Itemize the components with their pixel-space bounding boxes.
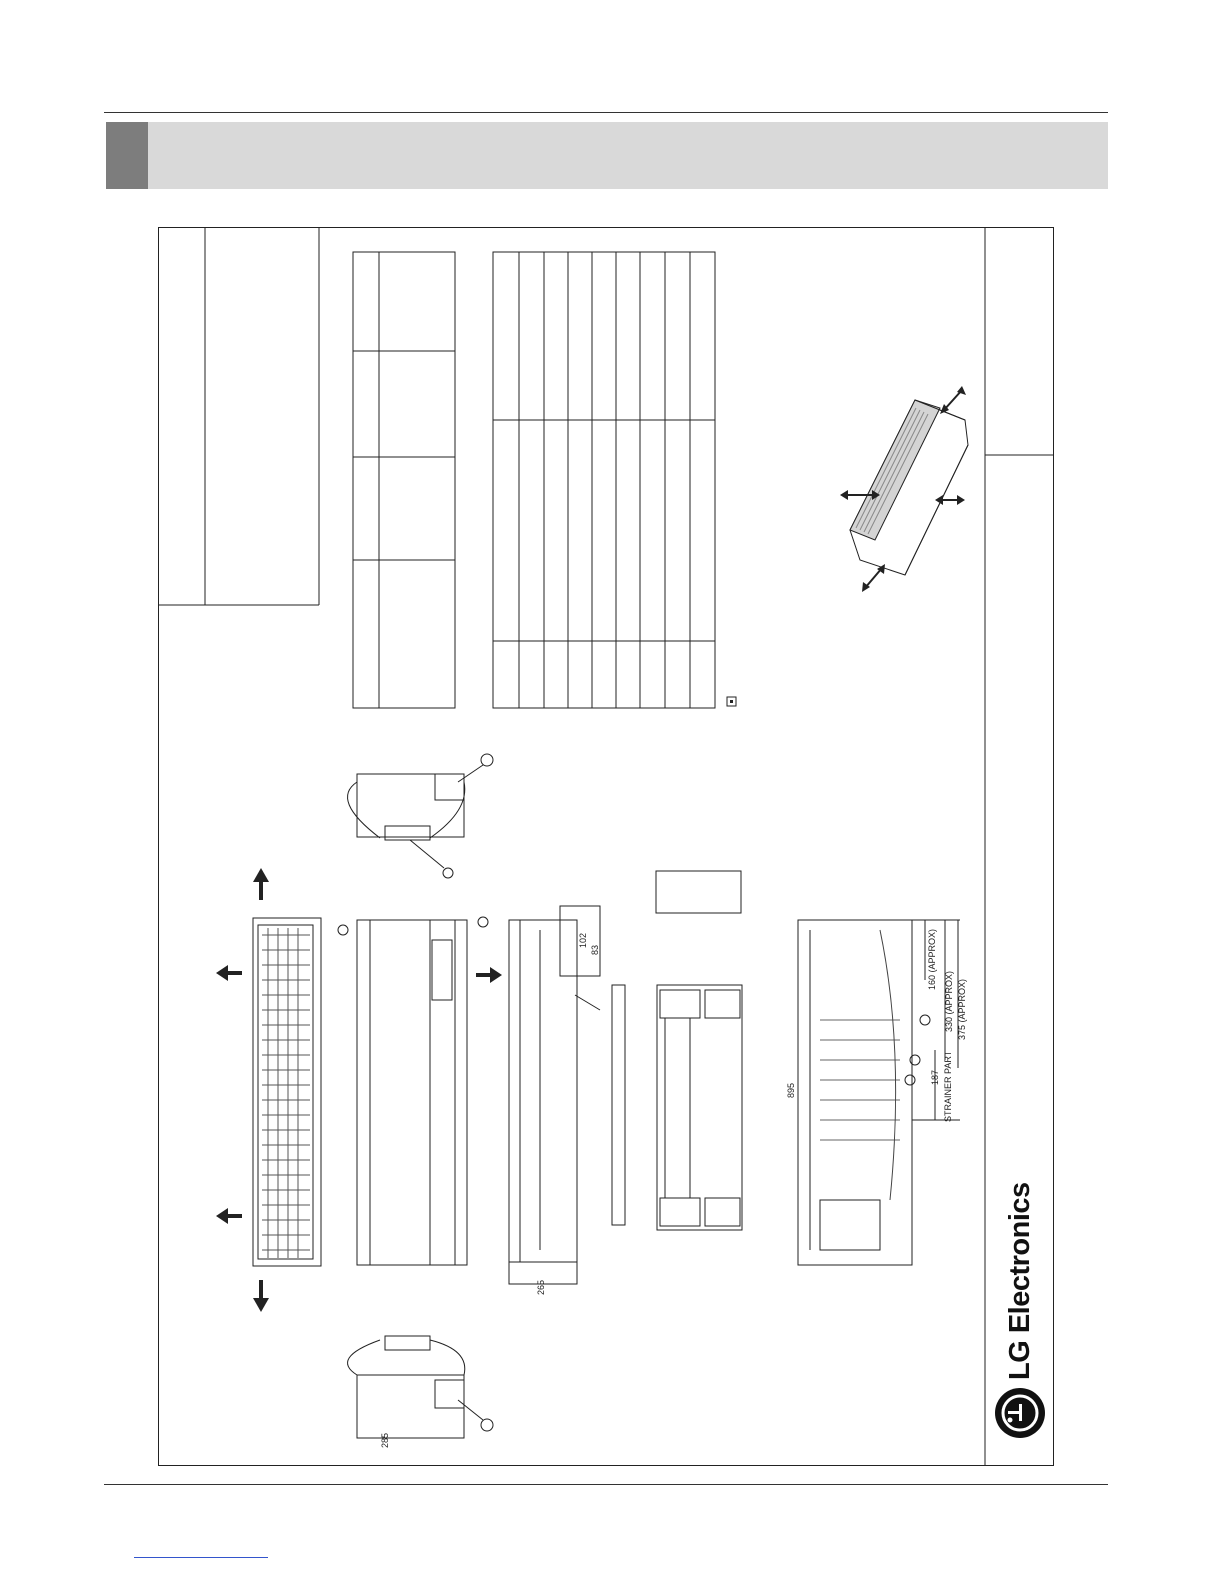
dimension-height: 265 [536,1279,546,1295]
strainer-label: STRAINER PART [943,1050,953,1122]
dimension-83: 83 [590,944,600,955]
dimension-160: 160 (APPROX) [927,928,937,990]
brand-wordmark: LG Electronics [1004,1182,1036,1380]
dimension-187: 187 [930,1069,940,1085]
dimension-330: 330 (APPROX) [944,970,954,1032]
dimension-102: 102 [578,932,588,948]
dimension-width: 895 [786,1082,796,1098]
dimension-375: 375 (APPROX) [957,978,967,1040]
footer-link-underline[interactable] [134,1557,268,1558]
footer-rule [104,1484,1108,1485]
dimension-depth: 285 [380,1432,390,1448]
